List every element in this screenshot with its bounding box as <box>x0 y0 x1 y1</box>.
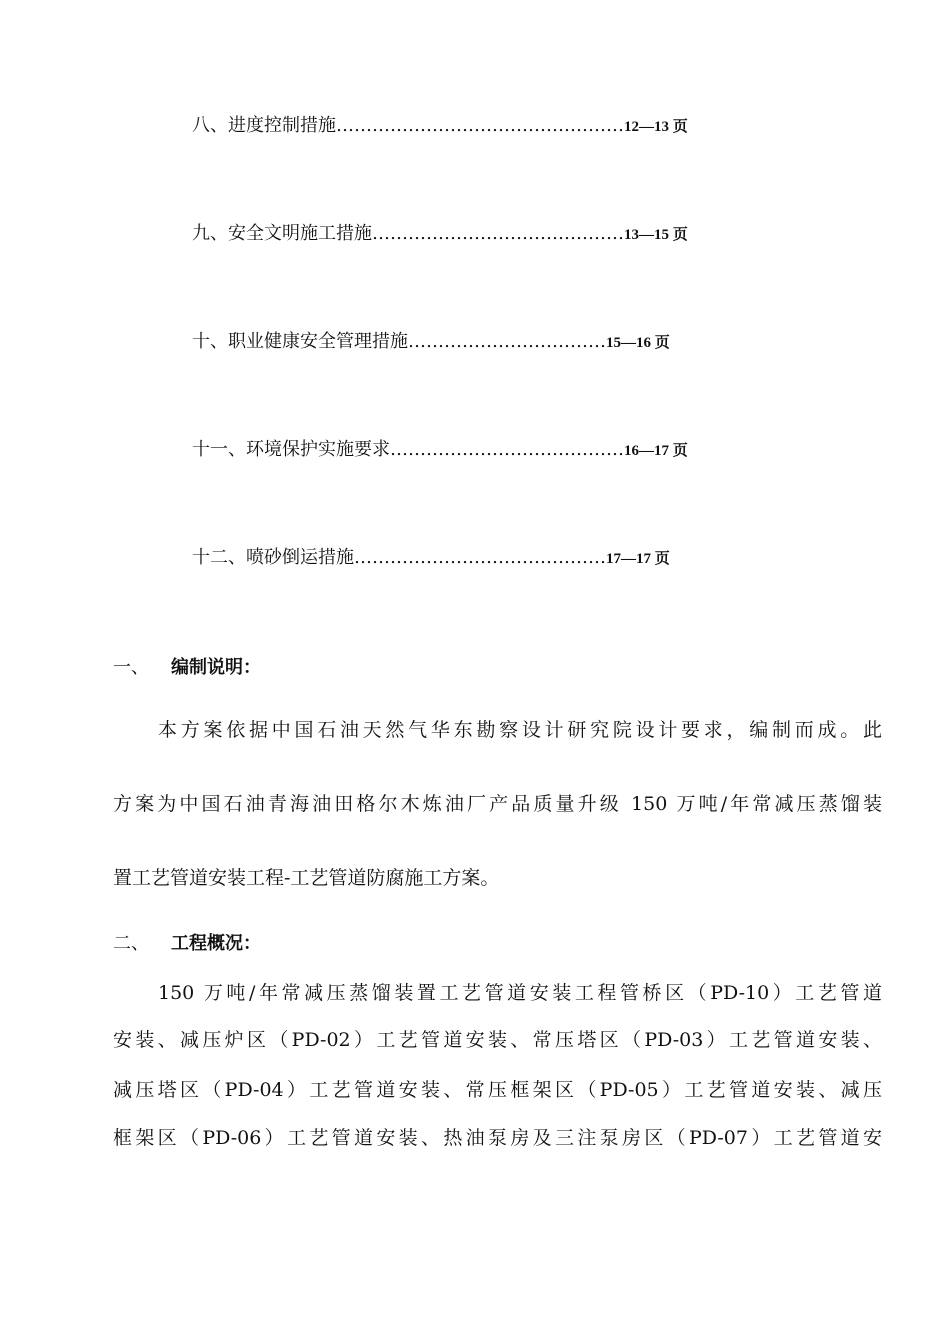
toc-label: 八、进度控制措施 <box>192 115 336 136</box>
paragraph-line: 方案为中国石油青海油田格尔木炼油厂产品质量升级 150 万吨/年常减压蒸馏装 <box>113 793 882 815</box>
toc-entry[interactable] <box>192 438 688 463</box>
section-heading <box>113 656 261 680</box>
section-title: 工程概况： <box>171 933 261 954</box>
paragraph-line: 150 万吨/年常减压蒸馏装置工艺管道安装工程管桥区（PD-10）工艺管道 <box>158 982 882 1004</box>
toc-entry[interactable] <box>192 330 670 355</box>
paragraph-line: 安装、减压炉区（PD-02）工艺管道安装、常压塔区（PD-03）工艺管道安装、 <box>113 1029 882 1051</box>
paragraph-line: 置工艺管道安装工程-工艺管道防腐施工方案。 <box>113 867 500 889</box>
toc-label: 十二、喷砂倒运措施 <box>192 547 354 568</box>
toc-entry[interactable] <box>192 114 688 139</box>
section-number: 一、 <box>113 657 149 678</box>
toc-page-range: 15—16 页 <box>606 335 670 351</box>
toc-label: 十一、环境保护实施要求 <box>192 439 390 460</box>
paragraph-line: 本方案依据中国石油天然气华东勘察设计研究院设计要求，编制而成。此 <box>158 719 882 741</box>
toc-leader-dots: …………………………………… <box>372 223 624 244</box>
toc-leader-dots: …………………………… <box>408 331 606 352</box>
paragraph-line: 框架区（PD-06）工艺管道安装、热油泵房及三注泵房区（PD-07）工艺管道安 <box>113 1127 882 1149</box>
toc-entry[interactable] <box>192 222 688 247</box>
toc-leader-dots: ………………………………… <box>390 439 624 460</box>
paragraph-line: 减压塔区（PD-04）工艺管道安装、常压框架区（PD-05）工艺管道安装、减压 <box>113 1079 882 1101</box>
toc-leader-dots: …………………………………… <box>354 547 606 568</box>
section-number: 二、 <box>113 933 149 954</box>
section-heading <box>113 932 261 956</box>
toc-page-range: 12—13 页 <box>624 119 688 135</box>
toc-page-range: 16—17 页 <box>624 443 688 459</box>
section-title: 编制说明： <box>171 657 261 678</box>
toc-leader-dots: ………………………………………… <box>336 115 624 136</box>
toc-label: 十、职业健康安全管理措施 <box>192 331 408 352</box>
toc-page-range: 17—17 页 <box>606 551 670 567</box>
toc-page-range: 13—15 页 <box>624 227 688 243</box>
toc-entry[interactable] <box>192 546 670 571</box>
toc-label: 九、安全文明施工措施 <box>192 223 372 244</box>
